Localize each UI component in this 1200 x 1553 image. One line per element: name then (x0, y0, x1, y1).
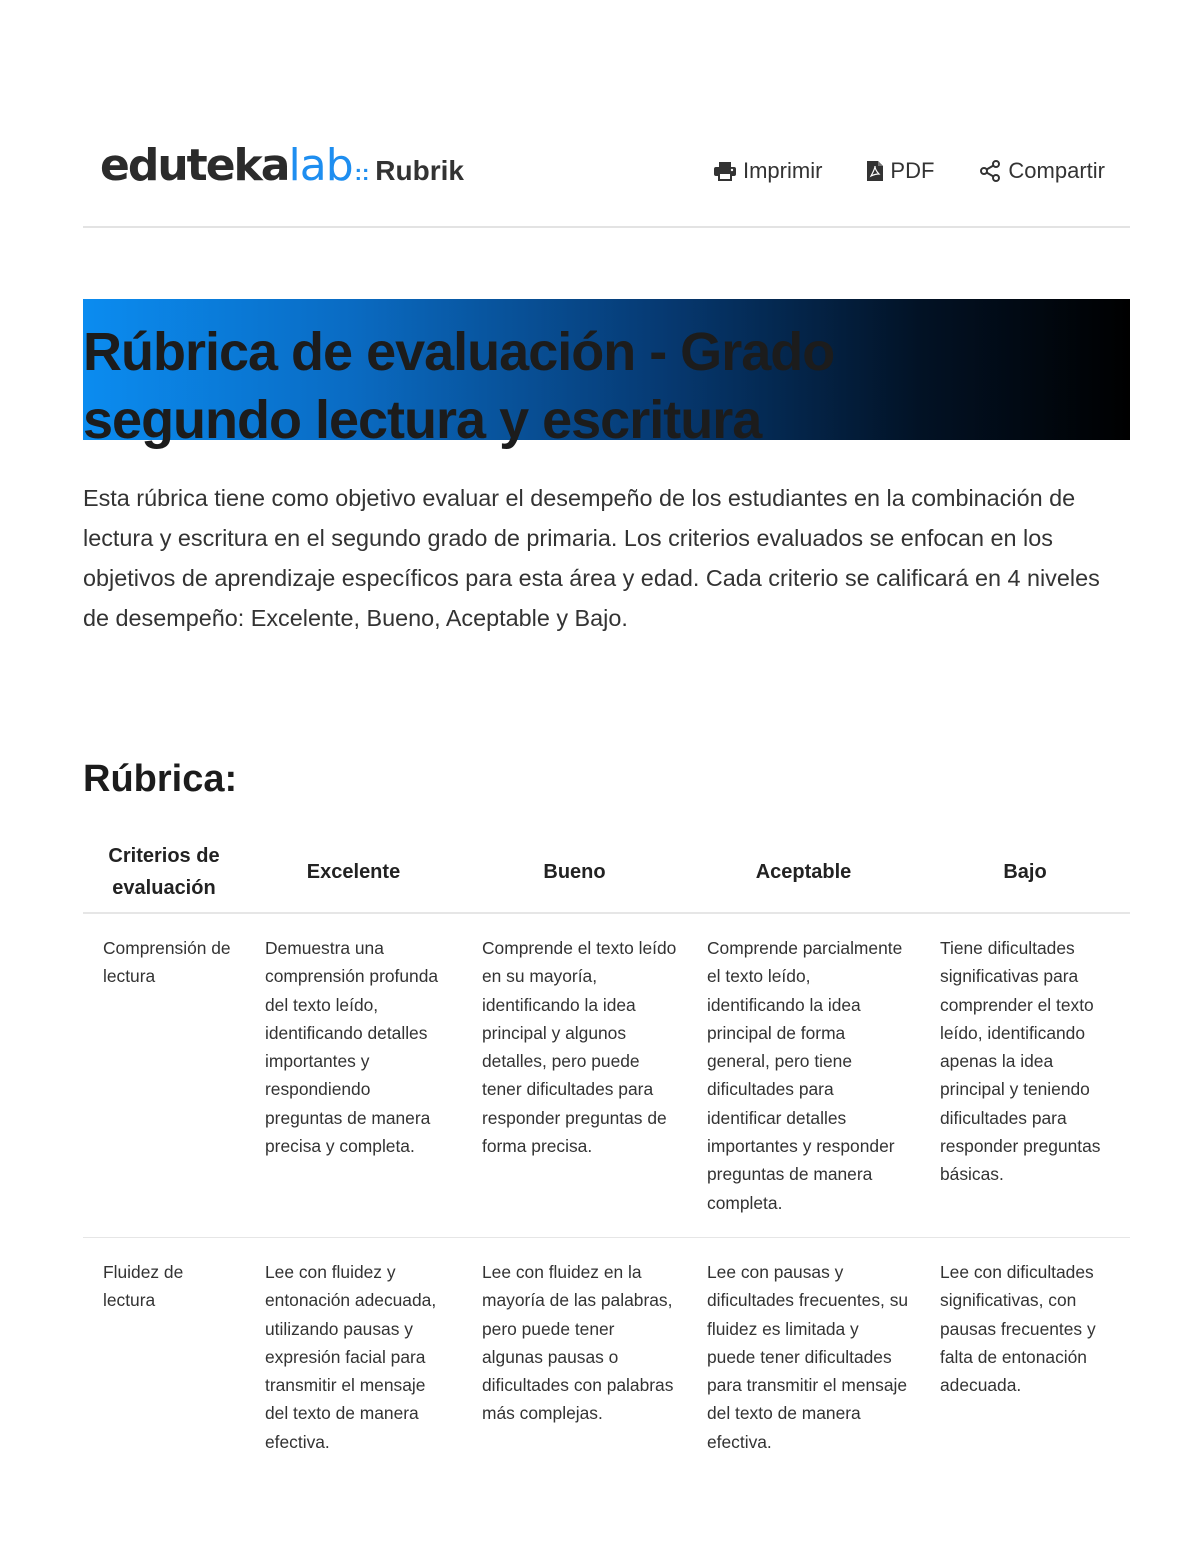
table-row (83, 1237, 1130, 1476)
aceptable-cell: Comprende parcialmente el texto leído, identificando la idea principal de forma general, pero tiene dificultades para identificar detalles importantes y responder preguntas de manera completa. (687, 913, 920, 1237)
pdf-file-icon (866, 160, 884, 182)
top-bar (83, 130, 1130, 228)
pdf-label: PDF (890, 158, 935, 183)
logo-text-eduteka: eduteka (100, 140, 289, 191)
excelente-cell: Lee con fluidez y entonación adecuada, utilizando pausas y expresión facial para transmitir el mensaje del texto de manera efectiva. (265, 1261, 437, 1452)
table-row (83, 913, 1130, 1237)
table-header-row (83, 832, 1130, 913)
printer-icon (713, 161, 737, 181)
logo-text-lab: lab (288, 140, 353, 191)
header-bueno: Bueno (462, 832, 687, 913)
criterion-cell: Comprensión de lectura (83, 913, 245, 1237)
print-label: Imprimir (742, 158, 823, 183)
bueno-cell: Comprende el texto leído en su mayoría, identificando la idea principal y algunos detalles, pero puede tener dificultades para responder preguntas de forma precisa. (462, 913, 687, 1237)
bajo-cell: Lee con dificultades significativas, con pausas frecuentes y falta de entonación adecuada. (940, 1261, 1096, 1396)
logo-separator: :: (354, 160, 370, 185)
share-icon (978, 159, 1002, 183)
bajo-cell: Tiene dificultades significativas para comprender el texto leído, identificando apenas la idea principal y teniendo dificultades para responder preguntas básicas. (920, 913, 1130, 1237)
rubric-section-heading: Rúbrica: (83, 758, 238, 800)
page-title: Rúbrica de evaluación - Grado segundo lectura y escritura (83, 322, 835, 450)
header-actions (713, 158, 1105, 184)
logo-text-rubrik: Rubrik (375, 155, 464, 186)
eduteka-lab-logo[interactable] (100, 140, 464, 190)
excelente-cell: Demuestra una comprensión profunda del texto leído, identificando detalles importantes y respondiendo preguntas de manera precisa y completa. (245, 913, 462, 1237)
bueno-cell: Lee con fluidez en la mayoría de las palabras, pero puede tener algunas pausas o dificultades con palabras más complejas. (482, 1261, 674, 1424)
header-aceptable: Aceptable (687, 832, 920, 913)
share-button[interactable] (978, 158, 1105, 184)
pdf-button[interactable] (866, 158, 934, 184)
header-criterios: Criterios de evaluación (83, 832, 245, 913)
rubric-description: Esta rúbrica tiene como objetivo evaluar el desempeño de los estudiantes en la combinación de lectura y escritura en el segundo grado de primaria. Los criterios evaluados se enfocan en los objetivos de aprendizaje específicos para esta área y edad. Cada criterio se calificará en 4 niveles de desempeño: Excelente, Bueno, Aceptable y Bajo. (83, 485, 1100, 631)
share-label: Compartir (1008, 158, 1105, 183)
header-bajo: Bajo (920, 832, 1130, 913)
print-button[interactable] (713, 158, 822, 184)
criterion-cell: Fluidez de lectura (103, 1261, 184, 1311)
rubric-table (83, 832, 1130, 1476)
header-excelente: Excelente (245, 832, 462, 913)
aceptable-cell: Lee con pausas y dificultades frecuentes, su fluidez es limitada y puede tener dificultades para transmitir el mensaje del texto de manera efectiva. (707, 1261, 909, 1452)
